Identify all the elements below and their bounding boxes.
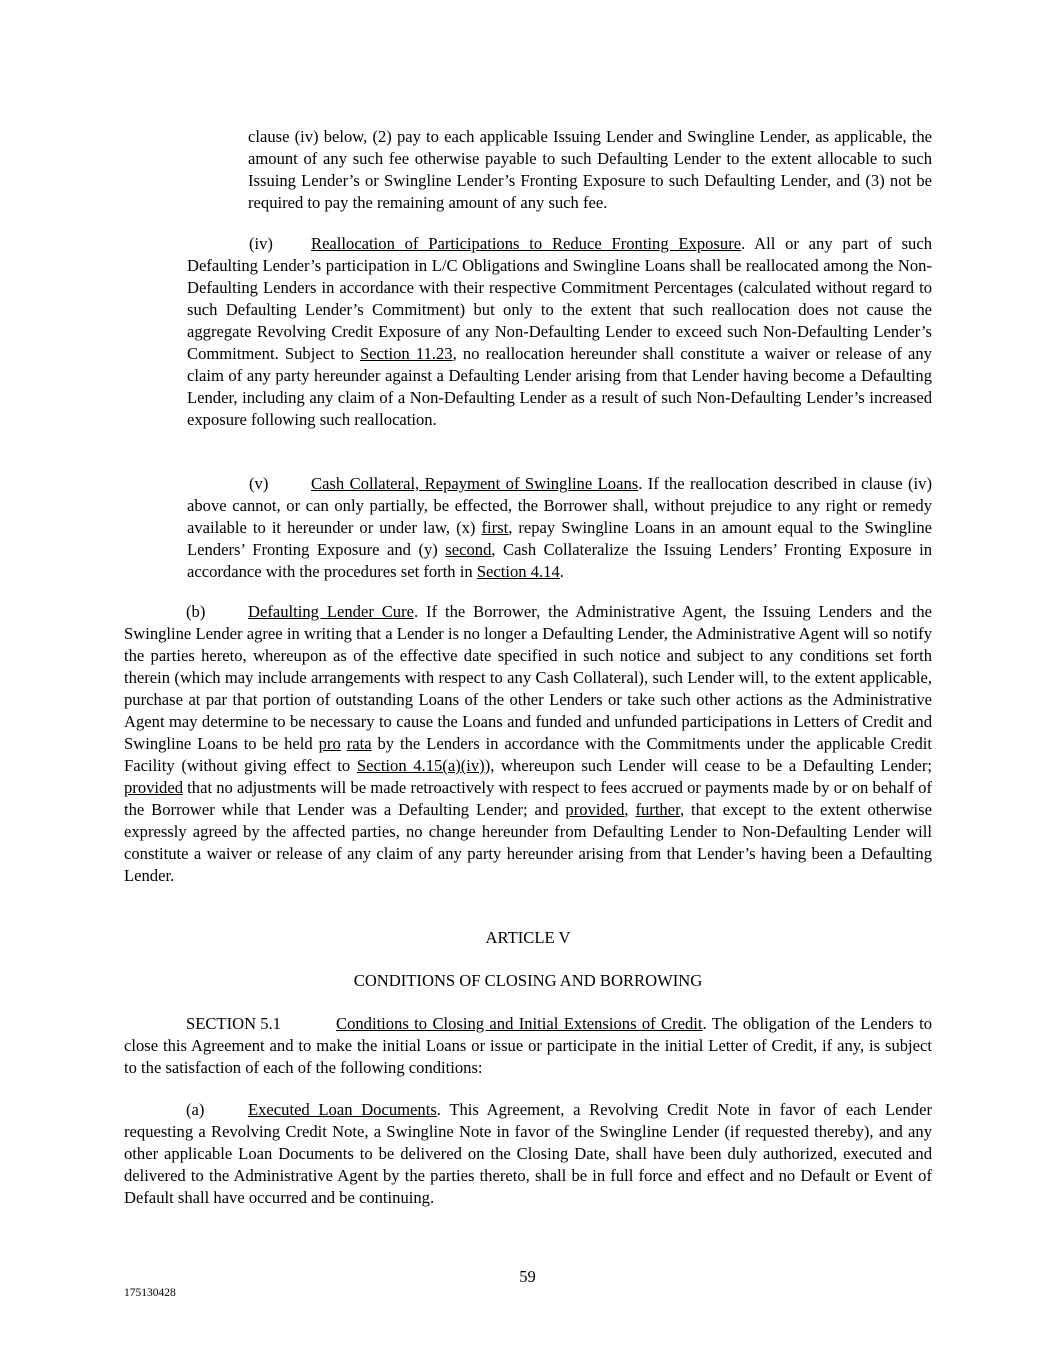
clause-number: (a): [186, 1100, 205, 1119]
clause-title: Cash Collateral, Repayment of Swingline Loans: [311, 474, 639, 493]
section-reference: Section 4.15(a)(iv): [356, 756, 485, 775]
clause-number: (b): [186, 602, 206, 621]
document-id: 175130428: [124, 1287, 176, 1299]
term-further: further: [635, 800, 680, 819]
clause-title: Reallocation of Participations to Reduce Fronting Exposure: [311, 234, 742, 253]
section-5-1: SECTION 5.1 Conditions to Closing and Initial Extensions of Credit. The obligation of the Lenders to close this Agreement and to make the initial Loans or issue or participate in the initial Letter of Credit, if any, is subject to the satisfaction of each of the following conditions:: [124, 1014, 932, 1077]
paragraph-iv: (iv) Reallocation of Participations to Reduce Fronting Exposure. All or any part of such Defaulting Lender’s participation in L/C Obligations and Swingline Loans shall be reallocated among the Non-Defaulting Lenders in accordance with their respective Commitment Percentages (calculated without regard to such Defaulting Lender’s Commitment) but only to the extent that such reallocation does not cause the aggregate Revolving Credit Exposure of any Non-Defaulting Lender to exceed such Non-Defaulting Lender’s Commitment. Subject to Section 11.23, no reallocation hereunder shall constitute a waiver or release of any claim of any party hereunder against a Defaulting Lender arising from that Lender having become a Defaulting Lender, including any claim of a Non-Defaulting Lender as a result of such Non-Defaulting Lender’s increased exposure following such reallocation.: [187, 234, 932, 429]
article-number: ARTICLE V: [485, 928, 571, 947]
paragraph-b: (b) Defaulting Lender Cure. If the Borrower, the Administrative Agent, the Issuing Lenders and the Swingline Lender agree in writing that a Lender is no longer a Defaulting Lender, the Administrative Agent will so notify the parties hereto, whereupon as of the effective date specified in such notice and subject to any conditions set forth therein (which may include arrangements with respect to any Cash Collateral), such Lender will, to the extent applicable, purchase at par that portion of outstanding Loans of the other Lenders or take such other actions as the Administrative Agent may determine to be necessary to cause the Loans and funded and unfunded participations in Letters of Credit and Swingline Loans to be held pro rata by the Lenders in accordance with the Commitments under the applicable Credit Facility (without giving effect to Section 4.15(a)(iv)), whereupon such Lender will cease to be a Defaulting Lender; provided that no adjustments will be made retroactively with respect to fees accrued or payments made by or on behalf of the Borrower while that Lender was a Defaulting Lender; and provided, further, that except to the extent otherwise expressly agreed by the affected parties, no change hereunder from Defaulting Lender to Non-Defaulting Lender will constitute a waiver or release of any claim of any party hereunder arising from that Lender’s having been a Defaulting Lender.: [124, 602, 933, 885]
term-first: first: [481, 518, 509, 537]
term-second: second: [445, 540, 492, 559]
section-reference: Section 11.23: [359, 344, 453, 363]
paragraph-text: clause (iv) below, (2) pay to each applicable Issuing Lender and Swingline Lender, as applicable, the amount of any such fee otherwise payable to such Defaulting Lender to the extent allocable to such Issuing Lender’s or Swingline Lender’s Fronting Exposure to such Defaulting Lender, and (3) not be required to pay the remaining amount of any such fee.: [248, 127, 932, 212]
page-number: 59: [519, 1267, 536, 1286]
paragraph-a: (a) Executed Loan Documents. This Agreement, a Revolving Credit Note in favor of each Lender requesting a Revolving Credit Note, a Swingline Note in favor of the Swingline Lender (if requested thereby), and any other applicable Loan Documents to be delivered on the Closing Date, shall have been duly authorized, executed and delivered to the Administrative Agent by the parties thereto, shall be in full force and effect and no Default or Event of Default shall have occurred and be continuing.: [124, 1100, 932, 1207]
term-pro: pro: [318, 734, 341, 753]
term-provided: provided: [124, 778, 183, 797]
article-title: CONDITIONS OF CLOSING AND BORROWING: [353, 971, 703, 990]
term-provided: provided: [565, 800, 625, 819]
clause-title: Defaulting Lender Cure: [248, 602, 414, 621]
section-reference: Section 4.14: [476, 562, 560, 581]
clause-title: Executed Loan Documents: [248, 1100, 437, 1119]
paragraph-v: (v) Cash Collateral, Repayment of Swingline Loans. If the reallocation described in clause (iv) above cannot, or can only partially, be effected, the Borrower shall, without prejudice to any right or remedy available to it hereunder or under law, (x) first, repay Swingline Loans in an amount equal to the Swingline Lenders’ Fronting Exposure and (y) second, Cash Collateralize the Issuing Lenders’ Fronting Exposure in accordance with the procedures set forth in Section 4.14.: [187, 474, 932, 581]
clause-number: (iv): [249, 234, 273, 253]
clause-number: (v): [249, 474, 269, 493]
section-title: Conditions to Closing and Initial Extensions of Credit: [336, 1014, 703, 1033]
section-number: SECTION 5.1: [186, 1014, 281, 1033]
paragraph-iii-continuation: [248, 126, 932, 214]
term-rata: rata: [346, 734, 372, 753]
